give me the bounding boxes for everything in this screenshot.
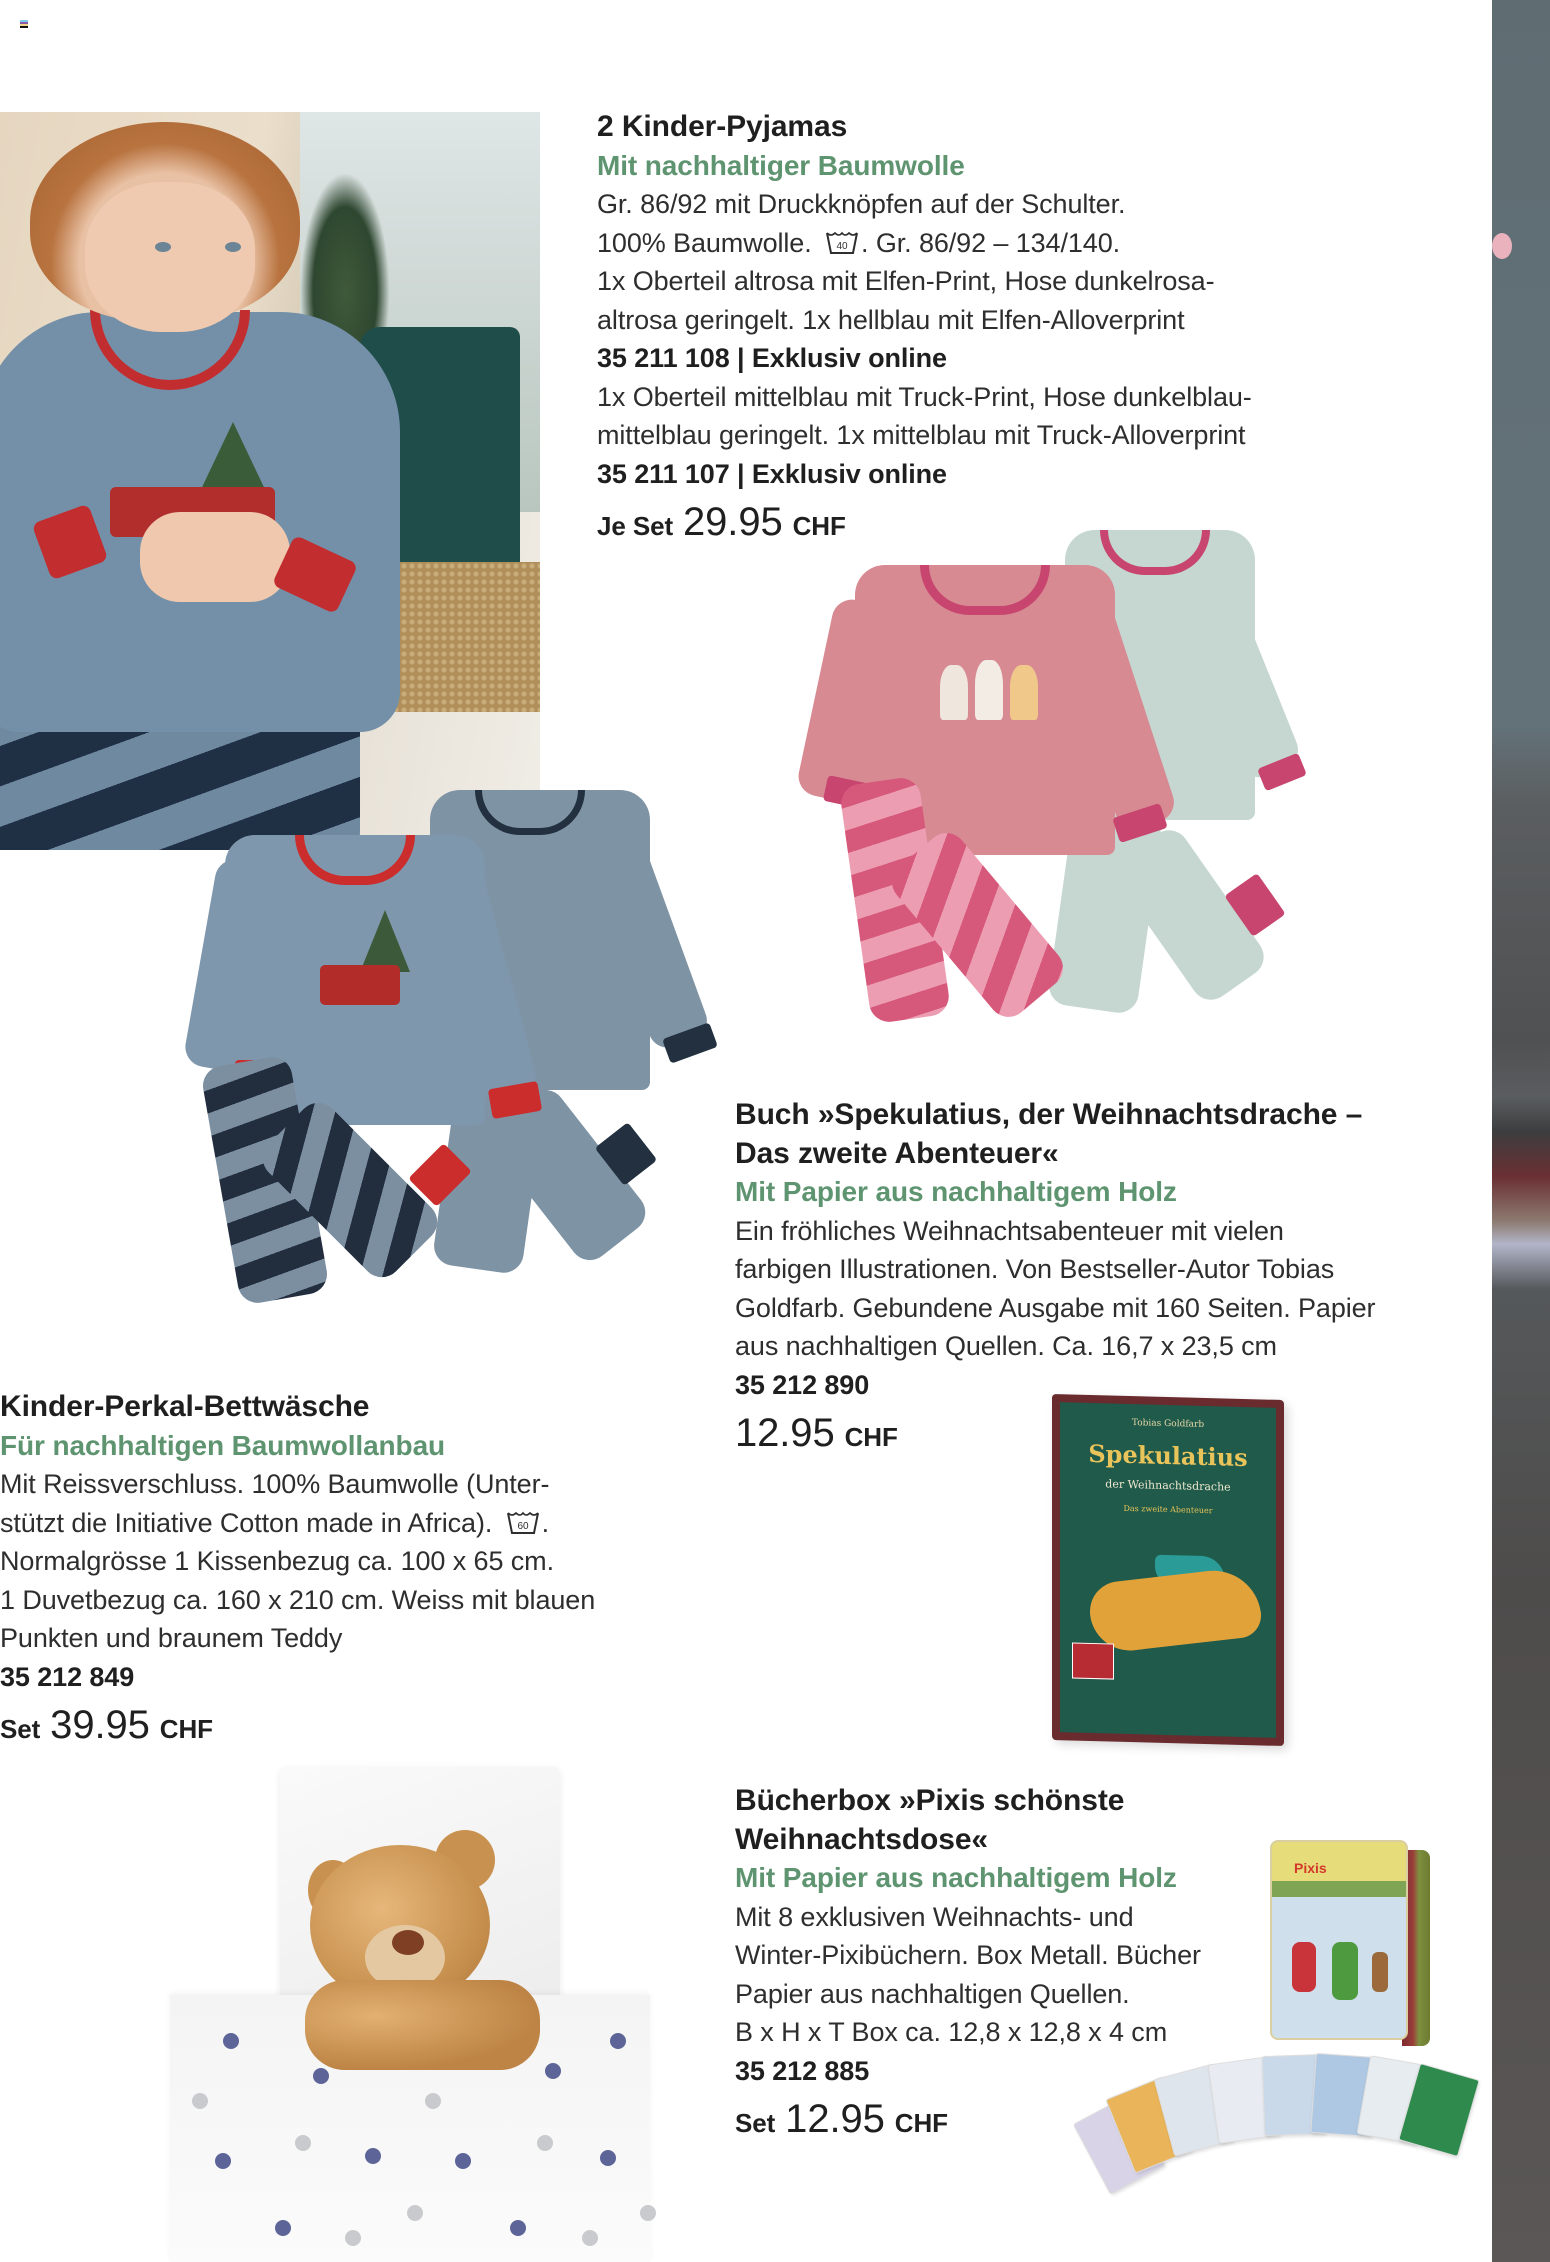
description-line: Goldfarb. Gebundene Ausgabe mit 160 Seiten. Papier [735,1292,1376,1323]
description-line: Mit 8 exklusiven Weihnachts- und [735,1901,1134,1932]
description-line: Mit Reissverschluss. 100% Baumwolle (Unter- [0,1469,550,1499]
description-line: Winter-Pixibüchern. Box Metall. Bücher [735,1940,1201,1970]
description-line: Punkten und braunem Teddy [0,1623,343,1653]
svg-text:40: 40 [836,240,848,252]
product-title-line: Weihnachtsdose« [735,1822,989,1856]
description-line: Gr. 86/92 mit Druckknöpfen auf der Schulter. [597,189,1126,219]
article-number: 35 211 107 | Exklusiv online [597,458,947,489]
book-author: Tobias Goldfarb [1131,1418,1205,1430]
description-line: 100% Baumwolle. 40 . Gr. 86/92 – 134/140. [597,227,1121,258]
description-line: farbigen Illustrationen. Von Bestseller-Autor Tobias [735,1254,1335,1284]
description-line: mittelblau geringelt. 1x mittelblau mit Truck-Alloverprint [597,420,1246,450]
sustainability-subtitle: Mit nachhaltiger Baumwolle [597,149,965,181]
product-title-line: Buch »Spekulatius, der Weihnachtsdrache – [735,1098,1363,1131]
article-number: 35 212 885 [735,2055,870,2086]
book-cover-subtitle: der Weihnachtsdrache [1105,1477,1231,1494]
adjacent-page-photo-strip [1492,0,1550,2262]
article-number: 35 211 108 | Exklusiv online [597,343,947,373]
price-amount: 29.95 [683,500,783,544]
svg-text:60: 60 [517,1520,529,1532]
price-currency: CHF [844,1422,898,1452]
product-title: 2 Kinder-Pyjamas [597,110,848,143]
description-line: 1 Duvetbezug ca. 160 x 210 cm. Weiss mit blauen [0,1584,596,1615]
price-amount: 12.95 [735,1411,835,1455]
product-kinder-pyjamas [597,108,1477,546]
product-title-line: Bücherbox »Pixis schönste [735,1784,1125,1817]
sustainability-subtitle: Mit Papier aus nachhaltigem Holz [735,1862,1177,1893]
price [0,1703,660,1749]
price-currency: CHF [159,1714,213,1744]
description-line: Normalgrösse 1 Kissenbezug ca. 100 x 65 cm. [0,1546,554,1576]
boy-in-pyjama-photo [0,112,540,850]
pixi-tin-box-image [1270,1840,1430,2050]
pixi-books-fan-image [1088,2055,1492,2185]
description-line: B x H x T Box ca. 12,8 x 12,8 x 4 cm [735,2017,1168,2047]
article-number: 35 212 849 [0,1661,135,1692]
description-line: stützt die Initiative Cotton made in Africa). 60 . [0,1507,550,1538]
price-amount: 39.95 [50,1703,150,1747]
dragon-illustration [1086,1566,1264,1655]
teddy-bedding-image [170,1745,690,2262]
description-line: Ein fröhliches Weihnachtsabenteuer mit vielen [735,1215,1284,1246]
article-number: 35 212 890 [735,1369,870,1400]
product-title: Kinder-Perkal-Bettwäsche [0,1390,370,1423]
sustainability-subtitle: Für nachhaltigen Baumwollanbau [0,1429,446,1461]
book-cover-title: Spekulatius [1088,1438,1248,1473]
product-kinder-perkal-bettwaesche [0,1388,660,1749]
sustainability-subtitle: Mit Papier aus nachhaltigem Holz [735,1176,1177,1207]
product-title-line: Das zweite Abenteuer« [735,1136,1059,1170]
description-line: altrosa geringelt. 1x hellblau mit Elfen-Alloverprint [597,304,1185,335]
print-color-bar [20,20,28,28]
cover-badge [1072,1642,1114,1679]
pixi-logo: Pixis [1294,1860,1327,1876]
wash-40-icon [825,227,859,253]
truck-pyjama-set-image [205,790,735,1290]
description-line: 1x Oberteil mittelblau mit Truck-Print, Hose dunkelblau- [597,381,1252,412]
wash-60-icon [506,1507,540,1533]
price-prefix: Set [0,1714,41,1744]
book-cover-tagline: Das zweite Abenteuer [1123,1503,1213,1516]
price-amount: 12.95 [785,2097,885,2141]
price-currency: CHF [792,511,846,541]
price-prefix: Set [735,2108,776,2138]
description-line: 1x Oberteil altrosa mit Elfen-Print, Hose dunkelrosa- [597,266,1215,296]
description-line: Papier aus nachhaltigen Quellen. [735,1978,1130,2009]
price-currency: CHF [894,2108,948,2138]
price-prefix: Je Set [597,511,674,541]
description-line: aus nachhaltigen Quellen. Ca. 16,7 x 23,5 cm [735,1331,1277,1361]
spekulatius-book-cover-image [1052,1394,1284,1746]
elf-pyjama-set-image [815,530,1375,1030]
